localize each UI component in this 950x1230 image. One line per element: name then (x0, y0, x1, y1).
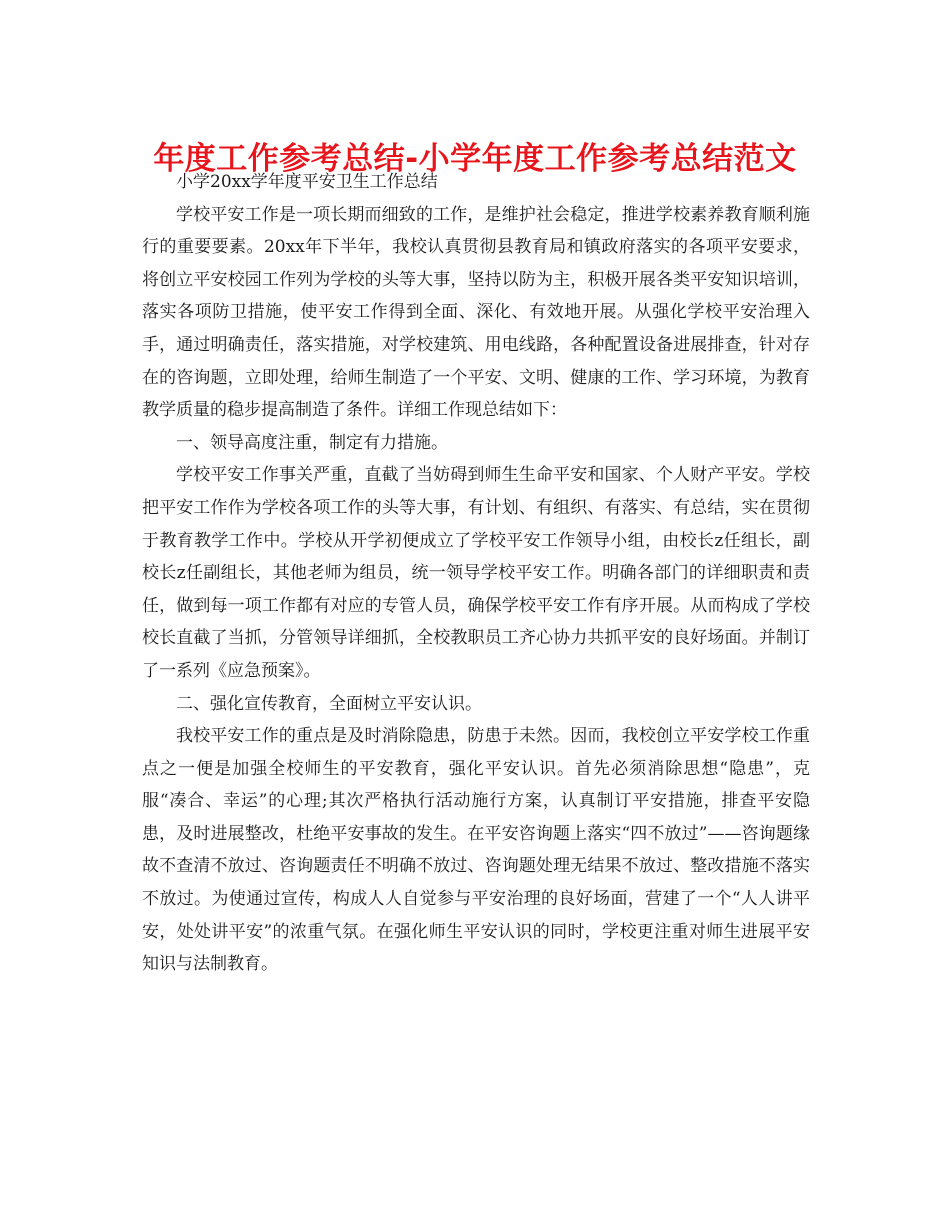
document-title: 年度工作参考总结-小学年度工作参考总结范文 (153, 140, 797, 177)
section-heading-1: 一、领导高度注重，制定有力措施。 (176, 432, 448, 453)
body-paragraph: 我校平安工作的重点是及时消除隐患，防患于未然。因而，我校创立平安学校工作重点之一便是加强全校师生的平安教育，强化平安认识。首先必须消除思想“隐患”，克服“凑合、幸运”的心理;其次严格执行活动施行方案，认真制订平安措施，排查平安隐患，及时进展整改，杜绝平安事故的发生。在平安咨询题上落实“四不放过”——咨询题缘故不查清不放过、咨询题责任不明确不放过、咨询题处理无结果不放过、整改措施不落实不放过。为使通过宣传，构成人人自觉参与平安治理的良好场面，营建了一个“人人讲平安，处处讲平安”的浓重气氛。在强化师生平安认识的同时，学校更注重对师生进展平安知识与法制教育。 (142, 726, 810, 975)
subtitle-paragraph: 小学20xx学年度平安卫生工作总结 (176, 172, 438, 192)
document-body (142, 166, 810, 981)
body-paragraph: 学校平安工作事关严重，直截了当妨碍到师生生命平安和国家、个人财产平安。学校把平安工作作为学校各项工作的头等大事，有计划、有组织、有落实、有总结，实在贯彻于教育教学工作中。学校从开学初便成立了学校平安工作领导小组，由校长z任组长，副校长z任副组长，其他老师为组员，统一领导学校平安工作。明确各部门的详细职责和责任，做到每一项工作都有对应的专管人员，确保学校平安工作有序开展。从而构成了学校校长直截了当抓，分管领导详细抓，全校教职员工齐心协力共抓平安的良好场面。并制订了一系列《应急预案》。 (142, 465, 810, 681)
section-heading-2: 二、强化宣传教育，全面树立平安认识。 (176, 693, 482, 714)
body-paragraph: 学校平安工作是一项长期而细致的工作，是维护社会稳定，推进学校素养教育顺利施行的重要要素。20xx年下半年，我校认真贯彻县教育局和镇政府落实的各项平安要求，将创立平安校园工作列为学校的头等大事，坚持以防为主，积极开展各类平安知识培训，落实各项防卫措施，使平安工作得到全面、深化、有效地开展。从强化学校平安治理入手，通过明确责任，落实措施，对学校建筑、用电线路，各种配置设备进展排查，针对存在的咨询题，立即处理，给师生制造了一个平安、文明、健康的工作、学习环境，为教育教学质量的稳步提高制造了条件。详细工作现总结如下： (142, 204, 810, 421)
